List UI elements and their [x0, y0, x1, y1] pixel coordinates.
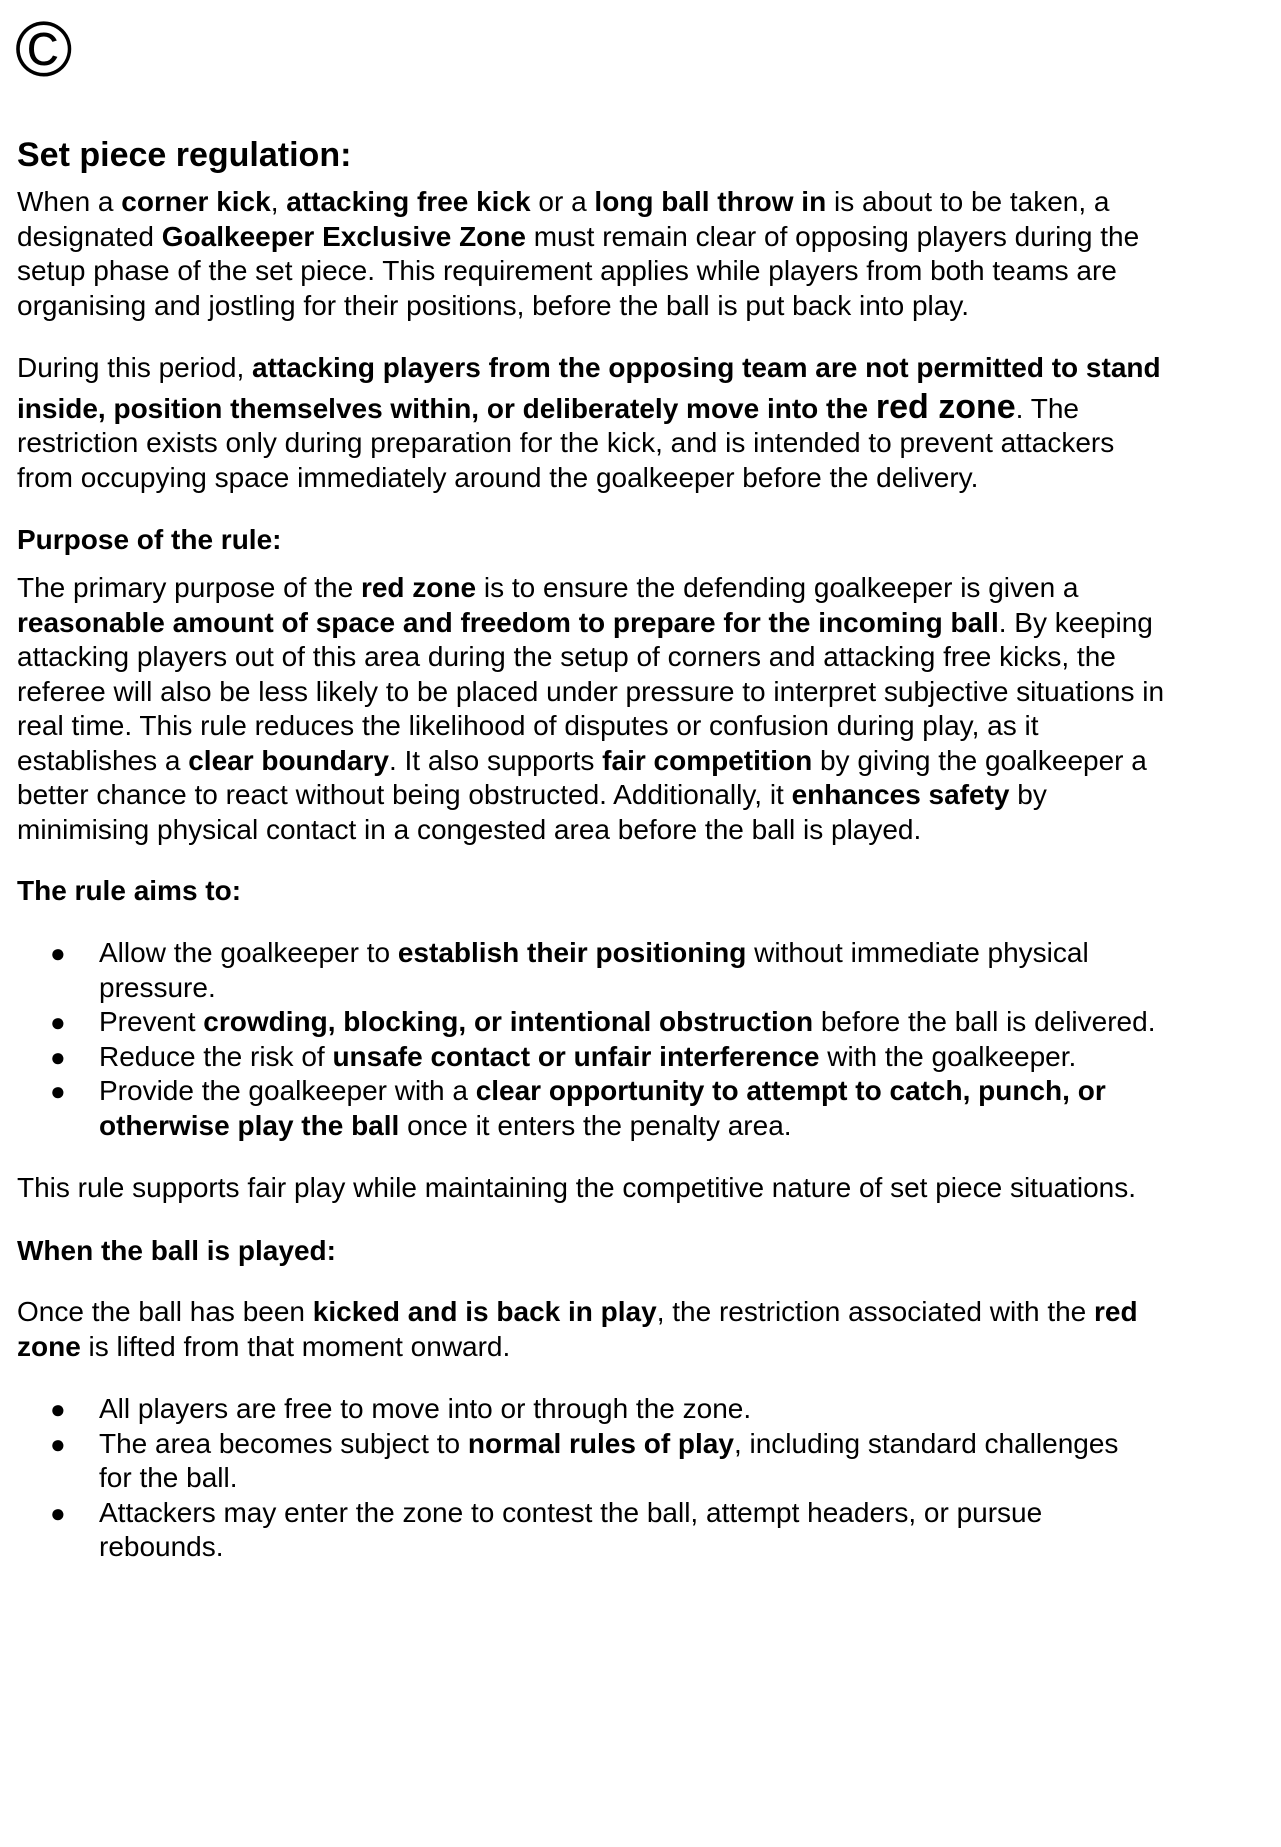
- list-item: ● All players are free to move into or through the zone.: [0, 1389, 1118, 1430]
- played-heading: [17, 1231, 336, 1272]
- bullet-icon: ●: [50, 1007, 66, 1037]
- played-paragraph: [17, 1292, 1138, 1367]
- text-line: inside, position themselves within, or deliberately move into the red zone. The: [17, 387, 1079, 426]
- text-line: real time. This rule reduces the likelihood of disputes or confusion during play, as it: [17, 710, 1039, 741]
- text-line: When a corner kick, attacking free kick or a long ball throw in is about to be taken, a: [17, 186, 1110, 217]
- text-line: During this period, attacking players from the opposing team are not permitted to stand: [17, 352, 1161, 383]
- bullet-icon: ●: [50, 1076, 66, 1106]
- list-item-continuation: pressure.: [99, 971, 216, 1003]
- list-item: ● Allow the goalkeeper to establish their positioning without immediate physical: [0, 933, 1155, 974]
- page-title: Set piece regulation:: [17, 136, 352, 174]
- text-line: establishes a clear boundary. It also supports fair competition by giving the goalkeeper a: [17, 744, 1147, 776]
- purpose-heading: [17, 520, 281, 561]
- text-line: The primary purpose of the red zone is to ensure the defending goalkeeper is given a: [17, 572, 1079, 603]
- text-line: setup phase of the set piece. This requirement applies while players from both teams are: [17, 255, 1117, 286]
- section-heading: When the ball is played:: [17, 1235, 336, 1266]
- bullet-icon: ●: [50, 1428, 66, 1459]
- text-line: zone is lifted from that moment onward.: [17, 1330, 511, 1362]
- bullet-icon: ●: [50, 1394, 66, 1424]
- aims-heading: [17, 871, 241, 912]
- list-item-continuation: otherwise play the ball once it enters the penalty area.: [99, 1109, 792, 1141]
- text-line: designated Goalkeeper Exclusive Zone must remain clear of opposing players during the: [17, 220, 1140, 252]
- text-line: Once the ball has been kicked and is back in play, the restriction associated with the red: [17, 1296, 1138, 1327]
- list-item: ● Provide the goalkeeper with a clear opportunity to attempt to catch, punch, or: [0, 1071, 1155, 1112]
- purpose-paragraph: [17, 568, 1164, 850]
- list-item: ● Attackers may enter the zone to contest the ball, attempt headers, or pursue: [0, 1493, 1118, 1534]
- text-line: reasonable amount of space and freedom to prepare for the incoming ball. By keeping: [17, 606, 1153, 638]
- list-item: ● Reduce the risk of unsafe contact or unfair interference with the goalkeeper.: [0, 1037, 1155, 1078]
- bullet-icon: ●: [50, 1041, 66, 1072]
- text-line: This rule supports fair play while maintaining the competitive nature of set piece situations.: [17, 1172, 1137, 1203]
- played-list: [0, 1389, 1118, 1568]
- bullet-icon: ●: [50, 1497, 66, 1528]
- intro-paragraph: [17, 182, 1139, 326]
- list-item: ● The area becomes subject to normal rules of play, including standard challenges: [0, 1424, 1118, 1465]
- aims-list: [0, 933, 1155, 1146]
- text-line: organising and jostling for their positions, before the ball is put back into play.: [17, 289, 970, 321]
- list-item-continuation: rebounds.: [99, 1531, 224, 1562]
- section-heading: The rule aims to:: [17, 875, 242, 906]
- summary-paragraph: [17, 1168, 1136, 1209]
- text-line: attacking players out of this area during the setup of corners and attacking free kicks, the: [17, 641, 1116, 672]
- bullet-icon: ●: [50, 938, 66, 968]
- list-item: ● Prevent crowding, blocking, or intentional obstruction before the ball is delivered.: [0, 1002, 1155, 1043]
- copyright-symbol: ©: [15, 5, 73, 93]
- list-item-continuation: for the ball.: [99, 1462, 238, 1493]
- restriction-paragraph: [17, 348, 1161, 498]
- text-line: better chance to react without being obstructed. Additionally, it enhances safety by: [17, 779, 1047, 810]
- text-line: from occupying space immediately around the goalkeeper before the delivery.: [17, 461, 979, 493]
- text-line: minimising physical contact in a congested area before the ball is played.: [17, 813, 922, 845]
- text-line: referee will also be less likely to be placed under pressure to interpret subjective situations in: [17, 675, 1165, 707]
- section-heading: Purpose of the rule:: [17, 524, 282, 555]
- text-line: restriction exists only during preparation for the kick, and is intended to prevent attackers: [17, 427, 1115, 458]
